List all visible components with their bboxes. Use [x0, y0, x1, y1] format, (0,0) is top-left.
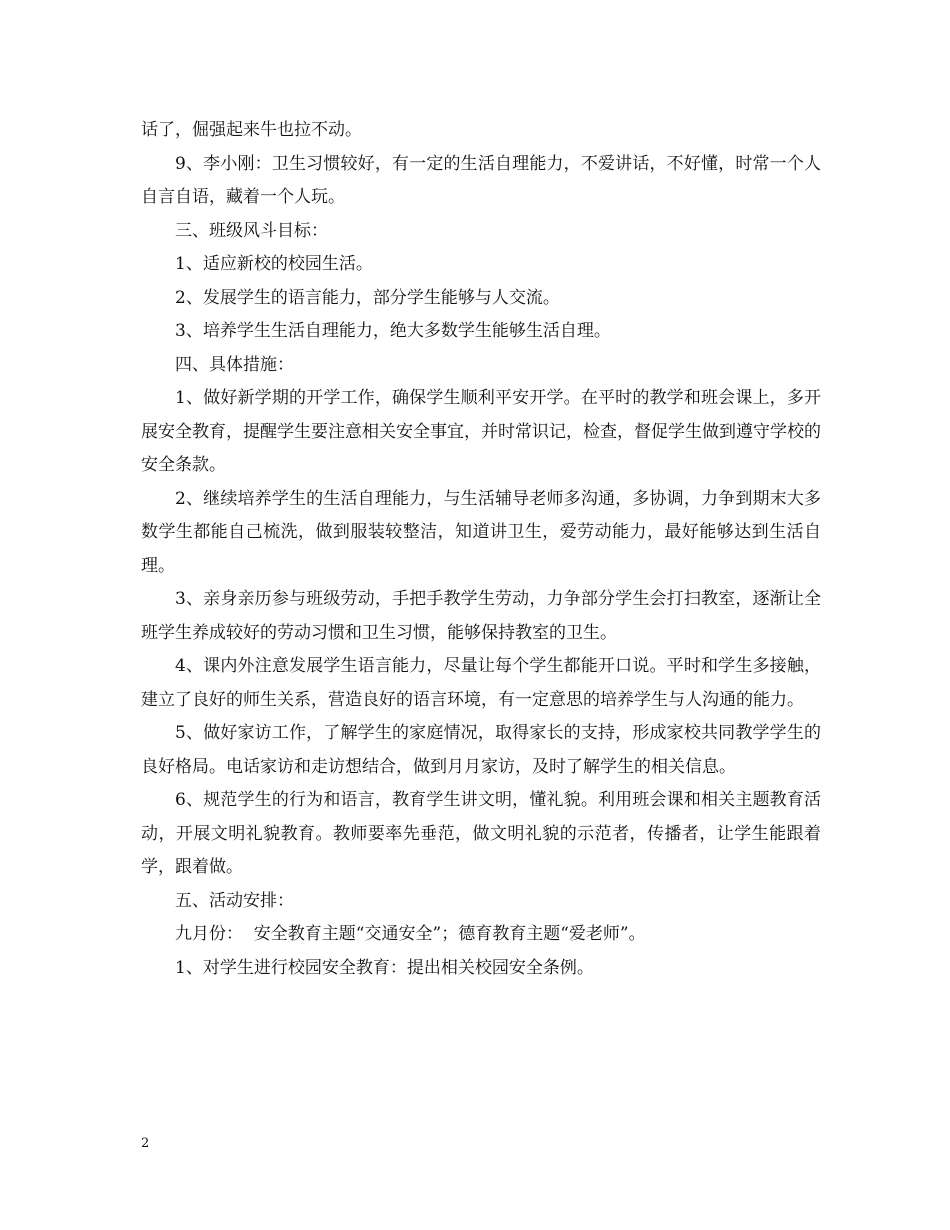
activity-september: 九月份： 安全教育主题“交通安全”；德育教育主题“爱老师”。: [175, 924, 646, 944]
goal-item-3: 3、培养学生生活自理能力，绝大多数学生能够生活自理。: [175, 321, 611, 341]
measure-item-1: 1、做好新学期的开学工作，确保学生顺利平安开学。在平时的教学和班会课上，多开展安全教育，提醒学生要注意相关安全事宜，并时常识记，检查，督促学生做到遵守学校的安全条款。: [141, 388, 821, 475]
paragraph-continuation: 话了，倔强起来牛也拉不动。: [141, 120, 362, 140]
measure-item-4: 4、课内外注意发展学生语言能力，尽量让每个学生都能开口说。平时和学生多接触，建立了良好的师生关系，营造良好的语言环境，有一定意思的培养学生与人沟通的能力。: [141, 656, 821, 710]
measure-item-6: 6、规范学生的行为和语言，教育学生讲文明，懂礼貌。利用班会课和相关主题教育活动，开展文明礼貌教育。教师要率先垂范，做文明礼貌的示范者，传播者，让学生能跟着学，跟着做。: [141, 790, 821, 877]
section-heading-measures: 四、具体措施：: [175, 354, 294, 375]
measure-item-3: 3、亲身亲历参与班级劳动，手把手教学生劳动，力争部分学生会打扫教室，逐渐让全班学生养成较好的劳动习惯和卫生习惯，能够保持教室的卫生。: [141, 589, 821, 643]
page-number: 2: [141, 1136, 150, 1151]
document-body: [141, 114, 821, 985]
paragraph-student-9: 9、李小刚：卫生习惯较好，有一定的生活自理能力，不爱讲话，不好懂，时常一个人自言自语，藏着一个人玩。: [141, 153, 821, 207]
goal-item-2: 2、发展学生的语言能力，部分学生能够与人交流。: [175, 287, 560, 308]
section-heading-class-goals: 三、班级风斗目标：: [175, 220, 328, 241]
section-heading-activities: 五、活动安排：: [175, 890, 294, 911]
activity-item-1: 1、对学生进行校园安全教育：提出相关校园安全条例。: [175, 957, 594, 978]
measure-item-2: 2、继续培养学生的生活自理能力，与生活辅导老师多沟通，多协调，力争到期末大多数学生都能自己梳洗，做到服装较整洁，知道讲卫生，爱劳动能力，最好能够达到生活自理。: [141, 488, 821, 576]
goal-item-1: 1、适应新校的校园生活。: [175, 254, 373, 274]
measure-item-5: 5、做好家访工作，了解学生的家庭情况，取得家长的支持，形成家校共同教学学生的良好格局。电话家访和走访想结合，做到月月家访，及时了解学生的相关信息。: [141, 723, 821, 777]
